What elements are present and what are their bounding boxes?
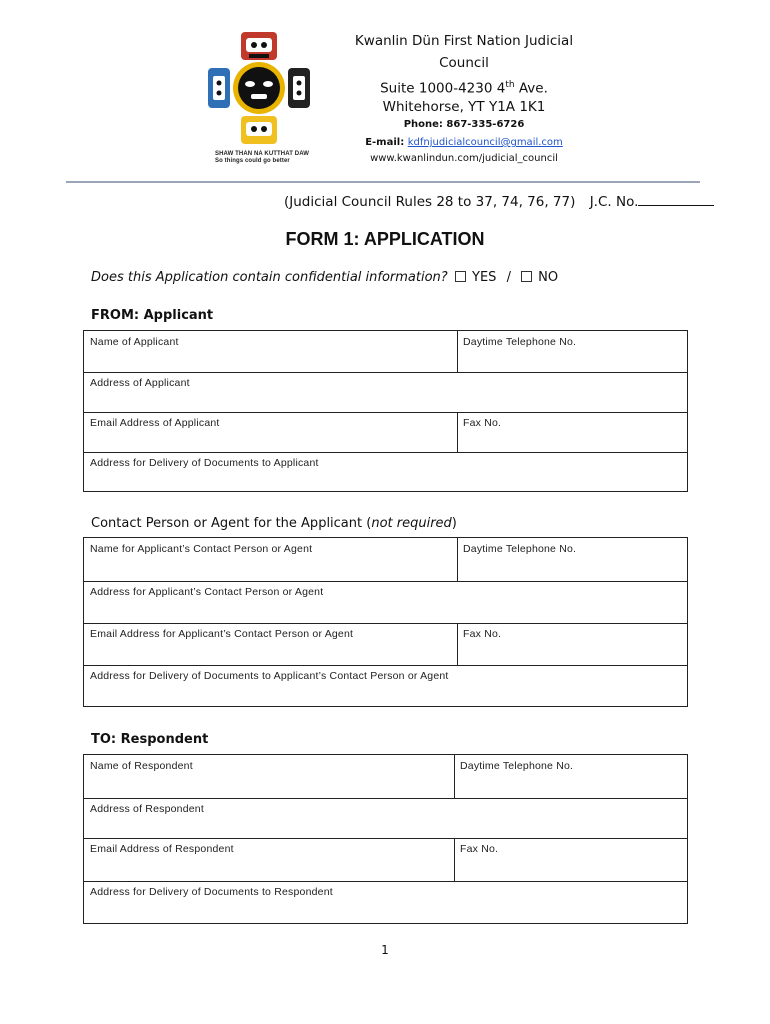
section-heading-contact [91,516,457,531]
page-number: 1 [381,943,389,957]
email-link[interactable]: kdfnjudicialcouncil@gmail.com [407,137,563,148]
respondent-fax-field[interactable] [454,838,687,881]
yes-checkbox[interactable] [455,271,466,282]
address-line2: Whitehorse, YT Y1A 1K1 [382,99,546,115]
header-divider [66,181,700,183]
address-sup: th [505,80,515,90]
respondent-delivery-address-field[interactable] [84,881,687,923]
yes-label: YES [472,270,497,285]
contact-fax-field[interactable] [457,623,687,665]
field-label: Address of Respondent [90,803,204,815]
no-checkbox[interactable] [521,271,532,282]
website: www.kwanlindun.com/judicial_council [370,153,558,164]
no-label: NO [538,270,559,285]
field-label: Name of Applicant [90,336,179,348]
jc-number-label: J.C. No. [589,194,639,210]
respondent-table [83,754,688,924]
option-separator: / [506,270,511,285]
respondent-address-field[interactable] [84,798,687,838]
address-street: Suite 1000-4230 4 [380,80,506,97]
applicant-delivery-address-field[interactable] [84,452,687,492]
kdfn-judicial-council-logo [204,30,314,148]
field-label: Name for Applicant’s Contact Person or Agent [90,543,313,555]
phone-number: Phone: 867-335-6726 [403,119,525,130]
respondent-phone-field[interactable] [454,755,687,798]
confidential-options [455,270,558,285]
field-label: Email Address of Applicant [90,417,220,429]
logo-caption-line2: So things could go better [215,158,290,164]
address-street-end: Ave. [514,80,548,97]
applicant-phone-field[interactable] [457,331,687,372]
email-label: E-mail: [365,137,408,148]
jc-number-field[interactable] [638,193,714,206]
rules-reference: (Judicial Council Rules 28 to 37, 74, 76, 77) [284,194,576,210]
applicant-address-field[interactable] [84,372,687,412]
respondent-email-field[interactable] [84,838,454,881]
confidential-question: Does this Application contain confidential information? [91,270,448,285]
respondent-name-field[interactable] [84,755,454,798]
field-label: Address for Applicant’s Contact Person or Agent [90,586,324,598]
field-label: Fax No. [460,843,499,855]
contact-phone-field[interactable] [457,538,687,581]
form-title: FORM 1: APPLICATION [285,229,485,249]
contact-heading-text: Contact Person or Agent for the Applicant ( [91,516,372,531]
rules-reference-line [284,193,714,210]
field-label: Address for Delivery of Documents to Respondent [90,886,333,898]
email-line [320,135,608,150]
applicant-table [83,330,688,492]
applicant-fax-field[interactable] [457,412,687,452]
contact-address-field[interactable] [84,581,687,623]
field-label: Name of Respondent [90,760,193,772]
field-label: Daytime Telephone No. [460,760,574,772]
field-label: Daytime Telephone No. [463,543,577,555]
field-label: Fax No. [463,417,502,429]
contact-delivery-address-field[interactable] [84,665,687,706]
contact-name-field[interactable] [84,538,457,581]
contact-heading-italic: not required [371,516,452,531]
field-label: Email Address for Applicant’s Contact Person or Agent [90,628,354,640]
section-heading-respondent: TO: Respondent [91,732,209,747]
field-label: Address for Delivery of Documents to Applicant’s Contact Person or Agent [90,670,449,682]
applicant-name-field[interactable] [84,331,457,372]
contact-email-field[interactable] [84,623,457,665]
org-name-line1: Kwanlin Dün First Nation Judicial [354,33,574,49]
field-label: Address for Delivery of Documents to Applicant [90,457,319,469]
logo-caption [215,151,309,165]
org-name-line2: Council [439,55,489,71]
field-label: Email Address of Respondent [90,843,234,855]
field-label: Address of Applicant [90,377,190,389]
contact-heading-end: ) [451,516,457,531]
section-heading-applicant: FROM: Applicant [91,308,214,323]
field-label: Fax No. [463,628,502,640]
applicant-email-field[interactable] [84,412,457,452]
logo-caption-line1: SHAW THAN NA KUTTHAT DAW [215,151,310,157]
field-label: Daytime Telephone No. [463,336,577,348]
contact-table [83,537,688,707]
